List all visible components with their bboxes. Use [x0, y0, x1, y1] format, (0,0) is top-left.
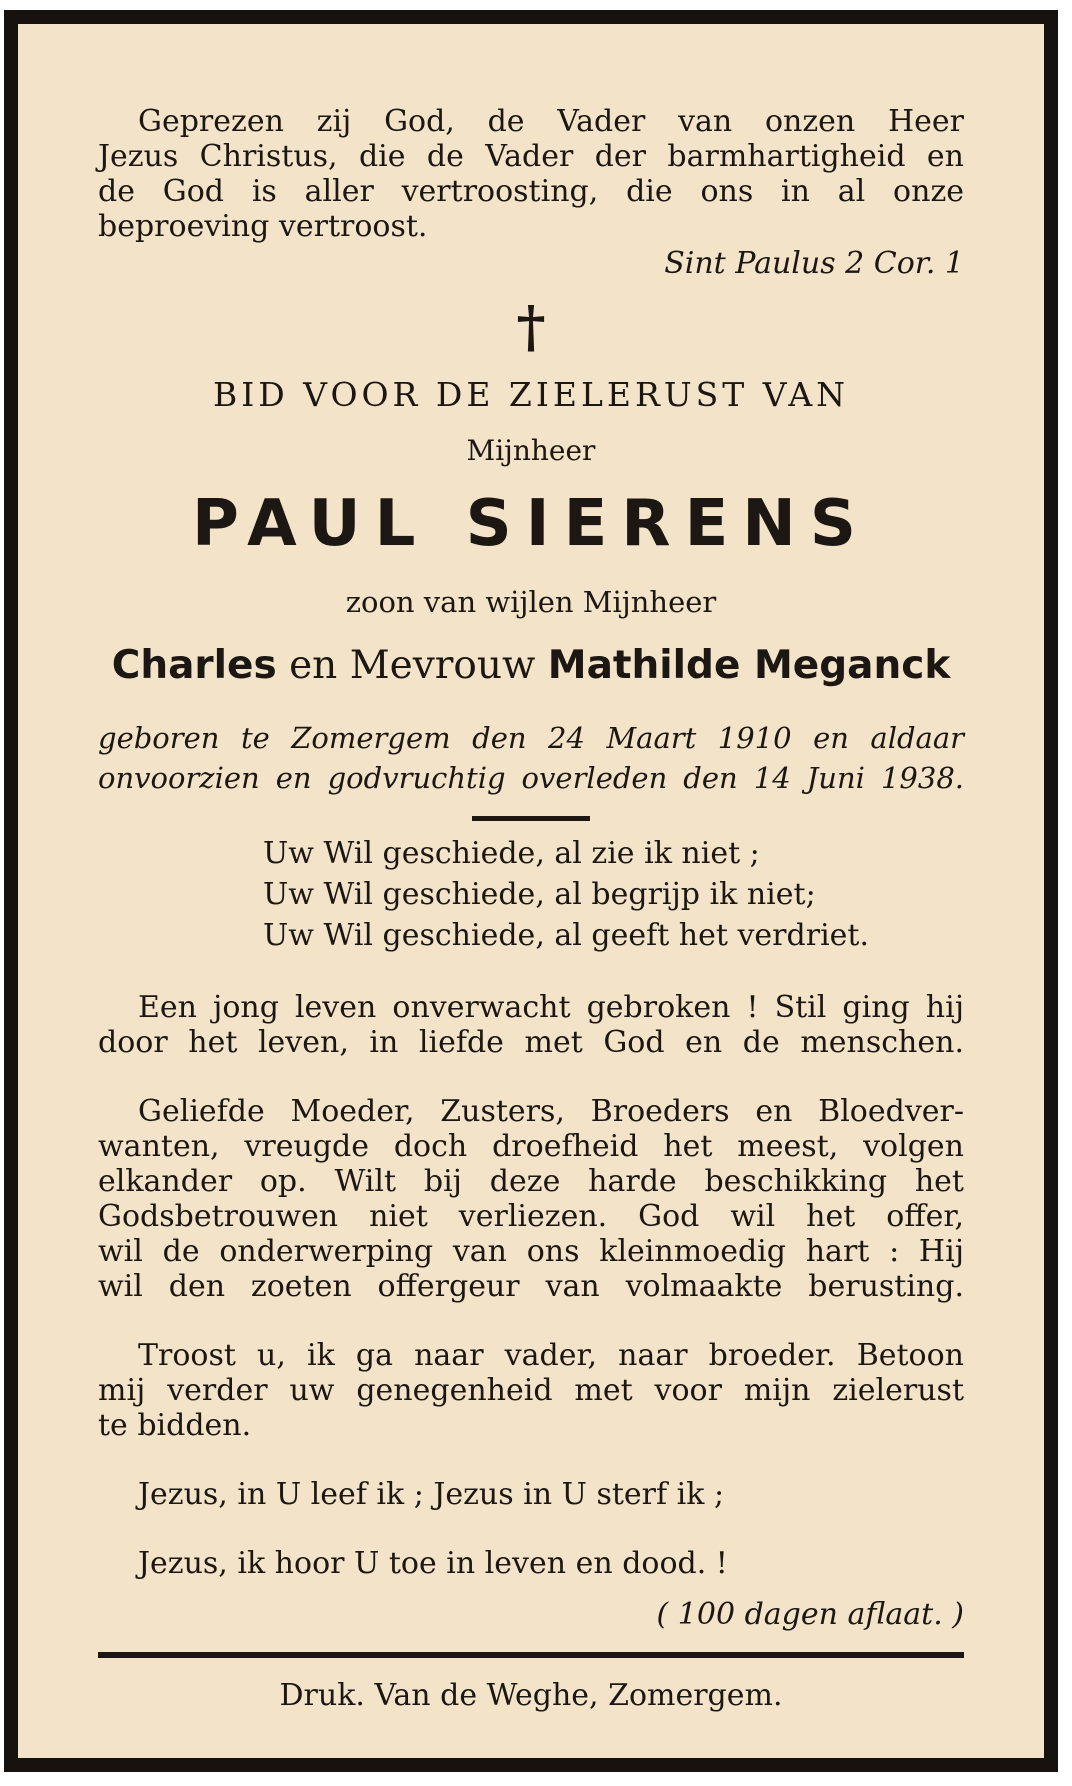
printer-credit: Druk. Van de Weghe, Zomergem.: [279, 1678, 783, 1713]
deceased-name: PAUL SIERENS: [192, 487, 870, 561]
quote-line: Jezus Christus, die de Vader der barmhartigheid en: [98, 139, 964, 174]
quote-line: beproeving vertroost.: [98, 209, 428, 244]
indulgence-note: ( 100 dagen aflaat. ): [656, 1597, 964, 1632]
verse-line: Uw Wil geschiede, al begrijp ik niet;: [263, 877, 816, 912]
quote-line: Geprezen zij God, de Vader van onzen Heer: [138, 104, 964, 139]
scripture-reference: Sint Paulus 2 Cor. 1: [664, 246, 964, 281]
birth-line: geboren te Zomergem den 24 Maart 1910 en aldaar: [98, 721, 964, 755]
paragraph-2: [98, 1094, 964, 1304]
paragraph-line: wil den zoeten offergeur van volmaakte berusting.: [98, 1269, 964, 1304]
paragraph-line: Geliefde Moeder, Zusters, Broeders en Bloedver-: [138, 1094, 964, 1129]
divider: [472, 816, 590, 821]
prayer-line-2: Jezus, ik hoor U toe in leven en dood. !: [138, 1546, 728, 1581]
paragraph-line: elkander op. Wilt bij deze harde beschikking het: [98, 1164, 964, 1199]
death-line: onvoorzien en godvruchtig overleden den 14 Juni 1938.: [98, 761, 964, 795]
mother-name: Mathilde Meganck: [547, 643, 951, 688]
paragraph-line: Een jong leven onverwacht gebroken ! Stil ging hij: [138, 990, 964, 1025]
verse-line: Uw Wil geschiede, al zie ik niet ;: [263, 836, 760, 871]
verse: [263, 833, 964, 956]
salutation: Mijnheer: [466, 434, 596, 467]
cross-icon: †: [516, 294, 546, 360]
paragraph-line: mij verder uw genegenheid met voor mijn zielerust: [98, 1373, 964, 1408]
verse-line: Uw Wil geschiede, al geeft het verdriet.: [263, 918, 870, 953]
father-name: Charles: [111, 643, 277, 688]
paragraph-line: door het leven, in liefde met God en de menschen.: [98, 1025, 964, 1060]
paragraph-line: Troost u, ik ga naar vader, naar broeder. Betoon: [138, 1338, 964, 1373]
paragraph-line: Godsbetrouwen niet verliezen. God wil het offer,: [98, 1199, 964, 1234]
prayer-line-1: Jezus, in U leef ik ; Jezus in U sterf ik ;: [138, 1477, 725, 1512]
paragraph-line: wanten, vreugde doch droefheid het meest, volgen: [98, 1129, 964, 1164]
parents-line: [98, 643, 964, 688]
paragraph-3: [98, 1338, 964, 1443]
paragraph-line: te bidden.: [98, 1408, 252, 1443]
scripture-quote: [98, 104, 964, 244]
card-content: [98, 104, 964, 1713]
paragraph-line: wil de onderwerping van ons kleinmoedig hart : Hij: [98, 1234, 964, 1269]
prayer-heading: BID VOOR DE ZIELERUST VAN: [212, 375, 850, 414]
parents-joiner: en Mevrouw: [289, 643, 536, 688]
birth-death-dates: [98, 718, 964, 798]
paragraph-1: [98, 990, 964, 1060]
bottom-rule: [98, 1652, 964, 1658]
quote-line: de God is aller vertroosting, die ons in al onze: [98, 174, 964, 209]
memorial-card: [4, 10, 1058, 1772]
son-of-line: zoon van wijlen Mijnheer: [345, 585, 717, 619]
